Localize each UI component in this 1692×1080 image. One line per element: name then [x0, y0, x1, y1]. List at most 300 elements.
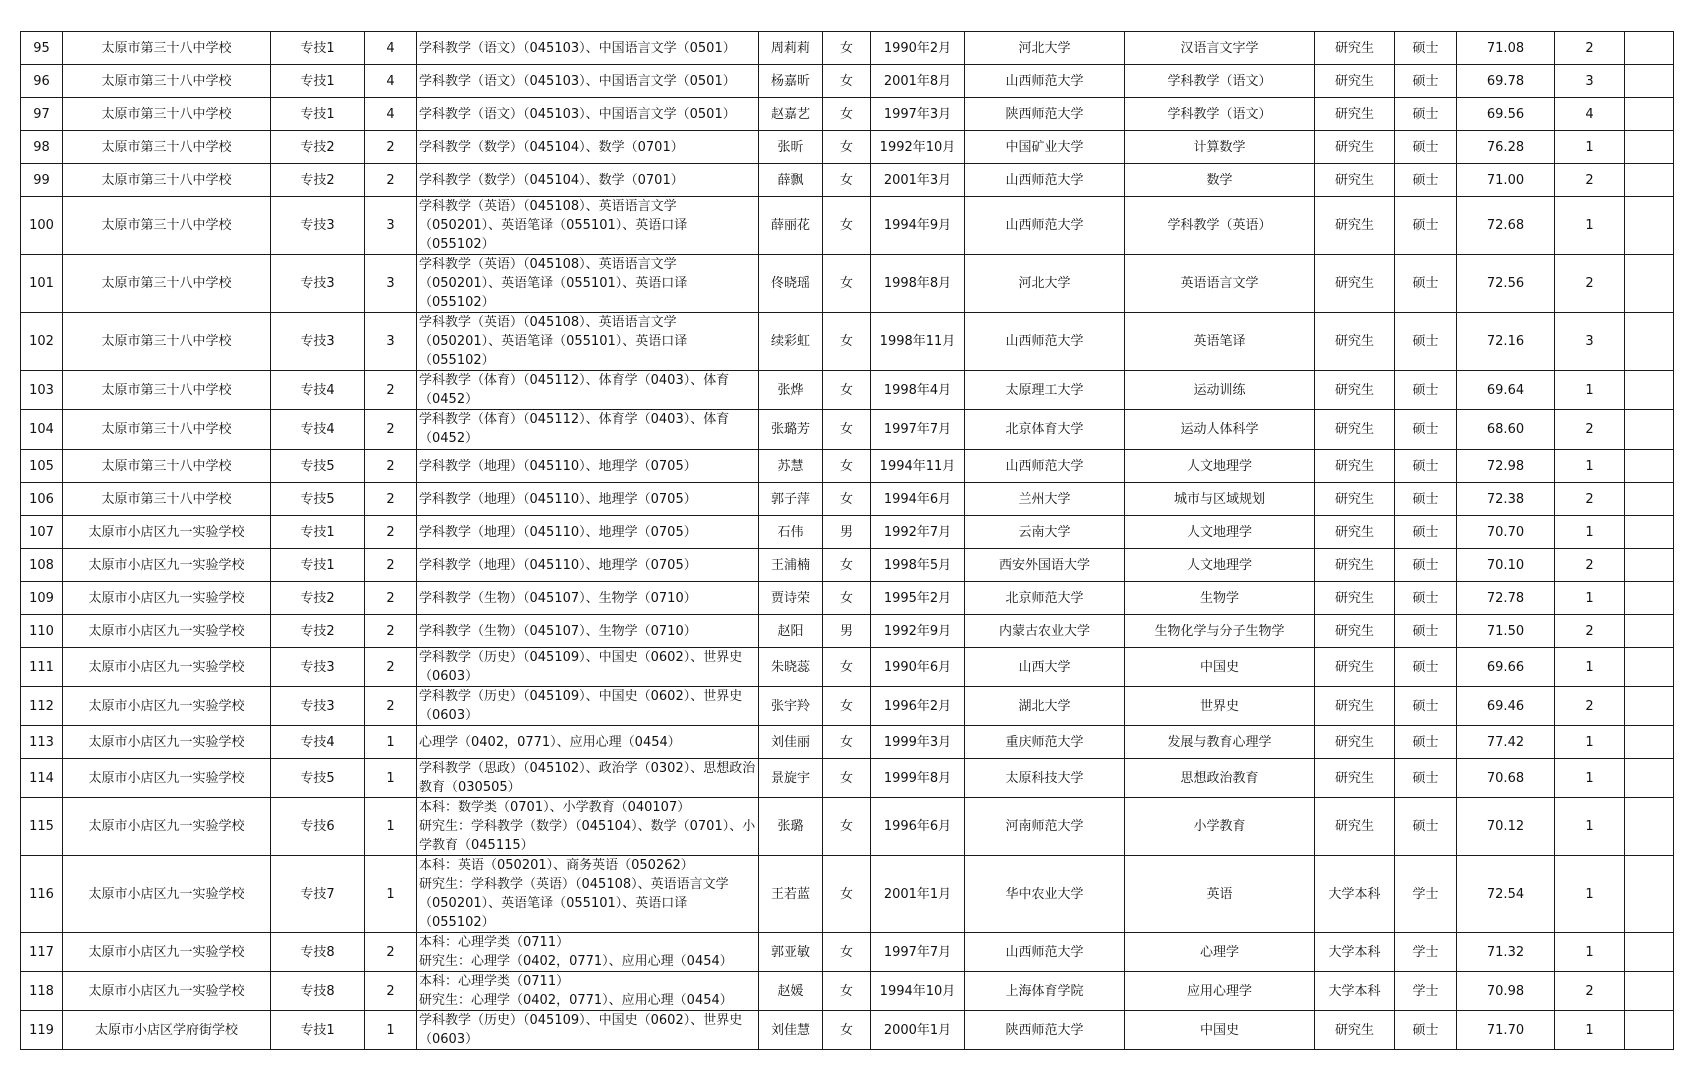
school-cell: 太原市第三十八中学校: [63, 483, 271, 516]
major-cell: 汉语言文字学: [1125, 32, 1315, 65]
degree-cell: 硕士: [1395, 483, 1457, 516]
table-row: [21, 197, 1674, 255]
education-cell: 研究生: [1315, 759, 1395, 798]
table-row: [21, 1011, 1674, 1050]
remark-cell: [1625, 371, 1674, 410]
school-cell: 太原市第三十八中学校: [63, 98, 271, 131]
degree-cell: 硕士: [1395, 615, 1457, 648]
university-cell: 北京体育大学: [965, 410, 1125, 450]
education-cell: 研究生: [1315, 450, 1395, 483]
remark-cell: [1625, 516, 1674, 549]
rank-cell: 2: [1555, 32, 1625, 65]
birth-cell: 2000年1月: [871, 1011, 965, 1050]
index-cell: 107: [21, 516, 63, 549]
major-requirement-cell: 学科教学（数学）（045104）、数学（0701）: [417, 164, 759, 197]
degree-cell: 硕士: [1395, 516, 1457, 549]
table-row: [21, 32, 1674, 65]
quota-cell: 2: [365, 549, 417, 582]
birth-cell: 1990年6月: [871, 648, 965, 687]
university-cell: 北京师范大学: [965, 582, 1125, 615]
university-cell: 山西师范大学: [965, 933, 1125, 972]
university-cell: 中国矿业大学: [965, 131, 1125, 164]
name-cell: 赵嘉艺: [759, 98, 823, 131]
rank-cell: 2: [1555, 972, 1625, 1011]
remark-cell: [1625, 856, 1674, 933]
rank-cell: 1: [1555, 933, 1625, 972]
name-cell: 张烨: [759, 371, 823, 410]
index-cell: 105: [21, 450, 63, 483]
school-cell: 太原市小店区九一实验学校: [63, 516, 271, 549]
major-requirement-cell: 学科教学（地理）（045110）、地理学（0705）: [417, 483, 759, 516]
major-requirement-cell: 学科教学（英语）（045108）、英语语言文学（050201）、英语笔译（055101）、英语口译（055102）: [417, 197, 759, 255]
index-cell: 109: [21, 582, 63, 615]
rank-cell: 1: [1555, 450, 1625, 483]
education-cell: 大学本科: [1315, 933, 1395, 972]
education-cell: 大学本科: [1315, 972, 1395, 1011]
score-cell: 71.32: [1457, 933, 1555, 972]
gender-cell: 女: [823, 1011, 871, 1050]
remark-cell: [1625, 313, 1674, 371]
major-requirement-cell: 学科教学（英语）（045108）、英语语言文学（050201）、英语笔译（055101）、英语口译（055102）: [417, 313, 759, 371]
birth-cell: 1999年3月: [871, 726, 965, 759]
quota-cell: 4: [365, 32, 417, 65]
name-cell: 郭子萍: [759, 483, 823, 516]
quota-cell: 4: [365, 98, 417, 131]
index-cell: 104: [21, 410, 63, 450]
remark-cell: [1625, 972, 1674, 1011]
major-cell: 生物学: [1125, 582, 1315, 615]
degree-cell: 学士: [1395, 972, 1457, 1011]
school-cell: 太原市第三十八中学校: [63, 410, 271, 450]
degree-cell: 硕士: [1395, 313, 1457, 371]
index-cell: 108: [21, 549, 63, 582]
gender-cell: 女: [823, 549, 871, 582]
post-cell: 专技4: [271, 371, 365, 410]
post-cell: 专技2: [271, 131, 365, 164]
score-cell: 70.10: [1457, 549, 1555, 582]
school-cell: 太原市小店区九一实验学校: [63, 798, 271, 856]
university-cell: 山西师范大学: [965, 197, 1125, 255]
birth-cell: 1994年9月: [871, 197, 965, 255]
education-cell: 研究生: [1315, 1011, 1395, 1050]
school-cell: 太原市第三十八中学校: [63, 450, 271, 483]
birth-cell: 1990年2月: [871, 32, 965, 65]
rank-cell: 2: [1555, 164, 1625, 197]
gender-cell: 男: [823, 516, 871, 549]
index-cell: 114: [21, 759, 63, 798]
major-requirement-cell: 学科教学（体育）（045112）、体育学（0403）、体育（0452）: [417, 371, 759, 410]
major-cell: 中国史: [1125, 648, 1315, 687]
education-cell: 研究生: [1315, 483, 1395, 516]
birth-cell: 1992年10月: [871, 131, 965, 164]
gender-cell: 女: [823, 98, 871, 131]
post-cell: 专技3: [271, 648, 365, 687]
name-cell: 王若蓝: [759, 856, 823, 933]
major-cell: 运动训练: [1125, 371, 1315, 410]
major-requirement-cell: 学科教学（数学）（045104）、数学（0701）: [417, 131, 759, 164]
birth-cell: 1998年8月: [871, 255, 965, 313]
university-cell: 太原科技大学: [965, 759, 1125, 798]
remark-cell: [1625, 933, 1674, 972]
school-cell: 太原市小店区九一实验学校: [63, 933, 271, 972]
gender-cell: 女: [823, 483, 871, 516]
remark-cell: [1625, 798, 1674, 856]
name-cell: 赵阳: [759, 615, 823, 648]
school-cell: 太原市小店区九一实验学校: [63, 687, 271, 726]
name-cell: 贾诗荣: [759, 582, 823, 615]
name-cell: 苏慧: [759, 450, 823, 483]
table-row: [21, 933, 1674, 972]
major-requirement-cell: 学科教学（体育）（045112）、体育学（0403）、体育（0452）: [417, 410, 759, 450]
degree-cell: 硕士: [1395, 98, 1457, 131]
quota-cell: 2: [365, 582, 417, 615]
table-row: [21, 856, 1674, 933]
index-cell: 115: [21, 798, 63, 856]
gender-cell: 女: [823, 197, 871, 255]
university-cell: 河南师范大学: [965, 798, 1125, 856]
score-cell: 71.70: [1457, 1011, 1555, 1050]
index-cell: 110: [21, 615, 63, 648]
quota-cell: 2: [365, 164, 417, 197]
university-cell: 山西师范大学: [965, 164, 1125, 197]
name-cell: 张昕: [759, 131, 823, 164]
university-cell: 内蒙古农业大学: [965, 615, 1125, 648]
major-requirement-cell: 学科教学（地理）（045110）、地理学（0705）: [417, 549, 759, 582]
rank-cell: 1: [1555, 648, 1625, 687]
rank-cell: 2: [1555, 687, 1625, 726]
score-cell: 77.42: [1457, 726, 1555, 759]
rank-cell: 2: [1555, 615, 1625, 648]
post-cell: 专技1: [271, 549, 365, 582]
table-row: [21, 450, 1674, 483]
score-cell: 69.46: [1457, 687, 1555, 726]
birth-cell: 2001年1月: [871, 856, 965, 933]
degree-cell: 硕士: [1395, 131, 1457, 164]
major-cell: 数学: [1125, 164, 1315, 197]
degree-cell: 硕士: [1395, 648, 1457, 687]
school-cell: 太原市小店区九一实验学校: [63, 856, 271, 933]
degree-cell: 硕士: [1395, 410, 1457, 450]
quota-cell: 2: [365, 410, 417, 450]
name-cell: 薛飘: [759, 164, 823, 197]
table-row: [21, 65, 1674, 98]
degree-cell: 硕士: [1395, 687, 1457, 726]
university-cell: 山西大学: [965, 648, 1125, 687]
table-row: [21, 164, 1674, 197]
quota-cell: 1: [365, 759, 417, 798]
gender-cell: 女: [823, 726, 871, 759]
table-row: [21, 726, 1674, 759]
birth-cell: 2001年3月: [871, 164, 965, 197]
university-cell: 山西师范大学: [965, 313, 1125, 371]
index-cell: 98: [21, 131, 63, 164]
score-cell: 69.56: [1457, 98, 1555, 131]
quota-cell: 3: [365, 313, 417, 371]
rank-cell: 1: [1555, 371, 1625, 410]
remark-cell: [1625, 687, 1674, 726]
quota-cell: 2: [365, 483, 417, 516]
name-cell: 朱晓蕊: [759, 648, 823, 687]
name-cell: 杨嘉昕: [759, 65, 823, 98]
birth-cell: 1998年5月: [871, 549, 965, 582]
major-requirement-cell: 本科：英语（050201）、商务英语（050262） 研究生：学科教学（英语）（045108）、英语语言文学（050201）、英语笔译（055101）、英语口译（055102）: [417, 856, 759, 933]
post-cell: 专技2: [271, 582, 365, 615]
birth-cell: 1997年7月: [871, 410, 965, 450]
education-cell: 研究生: [1315, 410, 1395, 450]
post-cell: 专技8: [271, 972, 365, 1011]
results-table: [20, 31, 1674, 1050]
major-requirement-cell: 学科教学（历史）（045109）、中国史（0602）、世界史（0603）: [417, 648, 759, 687]
post-cell: 专技3: [271, 197, 365, 255]
rank-cell: 1: [1555, 516, 1625, 549]
major-cell: 人文地理学: [1125, 549, 1315, 582]
major-cell: 生物化学与分子生物学: [1125, 615, 1315, 648]
major-cell: 发展与教育心理学: [1125, 726, 1315, 759]
major-cell: 英语语言文学: [1125, 255, 1315, 313]
table-row: [21, 648, 1674, 687]
degree-cell: 硕士: [1395, 450, 1457, 483]
rank-cell: 4: [1555, 98, 1625, 131]
name-cell: 刘佳慧: [759, 1011, 823, 1050]
education-cell: 研究生: [1315, 313, 1395, 371]
rank-cell: 1: [1555, 798, 1625, 856]
education-cell: 研究生: [1315, 798, 1395, 856]
rank-cell: 3: [1555, 65, 1625, 98]
index-cell: 119: [21, 1011, 63, 1050]
university-cell: 山西师范大学: [965, 65, 1125, 98]
table-body: [21, 32, 1674, 1050]
major-cell: 应用心理学: [1125, 972, 1315, 1011]
rank-cell: 1: [1555, 759, 1625, 798]
quota-cell: 3: [365, 255, 417, 313]
birth-cell: 1996年6月: [871, 798, 965, 856]
gender-cell: 女: [823, 164, 871, 197]
index-cell: 102: [21, 313, 63, 371]
school-cell: 太原市小店区学府街学校: [63, 1011, 271, 1050]
index-cell: 112: [21, 687, 63, 726]
name-cell: 赵媛: [759, 972, 823, 1011]
index-cell: 118: [21, 972, 63, 1011]
birth-cell: 1999年8月: [871, 759, 965, 798]
major-cell: 小学教育: [1125, 798, 1315, 856]
gender-cell: 女: [823, 933, 871, 972]
score-cell: 69.66: [1457, 648, 1555, 687]
table-row: [21, 549, 1674, 582]
remark-cell: [1625, 450, 1674, 483]
score-cell: 72.16: [1457, 313, 1555, 371]
quota-cell: 1: [365, 798, 417, 856]
major-requirement-cell: 学科教学（语文）（045103）、中国语言文学（0501）: [417, 32, 759, 65]
quota-cell: 2: [365, 687, 417, 726]
school-cell: 太原市第三十八中学校: [63, 255, 271, 313]
birth-cell: 2001年8月: [871, 65, 965, 98]
score-cell: 69.78: [1457, 65, 1555, 98]
major-cell: 计算数学: [1125, 131, 1315, 164]
major-cell: 学科教学（语文）: [1125, 98, 1315, 131]
name-cell: 景旋宇: [759, 759, 823, 798]
university-cell: 河北大学: [965, 32, 1125, 65]
remark-cell: [1625, 615, 1674, 648]
index-cell: 106: [21, 483, 63, 516]
school-cell: 太原市小店区九一实验学校: [63, 549, 271, 582]
birth-cell: 1997年3月: [871, 98, 965, 131]
university-cell: 重庆师范大学: [965, 726, 1125, 759]
remark-cell: [1625, 1011, 1674, 1050]
post-cell: 专技2: [271, 164, 365, 197]
degree-cell: 硕士: [1395, 32, 1457, 65]
post-cell: 专技4: [271, 726, 365, 759]
score-cell: 72.98: [1457, 450, 1555, 483]
quota-cell: 1: [365, 1011, 417, 1050]
table-row: [21, 582, 1674, 615]
education-cell: 研究生: [1315, 98, 1395, 131]
gender-cell: 女: [823, 687, 871, 726]
name-cell: 周莉莉: [759, 32, 823, 65]
score-cell: 71.00: [1457, 164, 1555, 197]
table-row: [21, 483, 1674, 516]
major-requirement-cell: 学科教学（英语）（045108）、英语语言文学（050201）、英语笔译（055101）、英语口译（055102）: [417, 255, 759, 313]
name-cell: 张宇羚: [759, 687, 823, 726]
table-row: [21, 371, 1674, 410]
birth-cell: 1996年2月: [871, 687, 965, 726]
rank-cell: 1: [1555, 131, 1625, 164]
index-cell: 113: [21, 726, 63, 759]
rank-cell: 2: [1555, 483, 1625, 516]
gender-cell: 女: [823, 371, 871, 410]
quota-cell: 1: [365, 856, 417, 933]
quota-cell: 2: [365, 972, 417, 1011]
major-requirement-cell: 本科：心理学类（0711） 研究生：心理学（0402，0771）、应用心理（0454）: [417, 972, 759, 1011]
school-cell: 太原市第三十八中学校: [63, 131, 271, 164]
education-cell: 研究生: [1315, 726, 1395, 759]
index-cell: 111: [21, 648, 63, 687]
school-cell: 太原市小店区九一实验学校: [63, 615, 271, 648]
post-cell: 专技6: [271, 798, 365, 856]
major-cell: 学科教学（英语）: [1125, 197, 1315, 255]
rank-cell: 1: [1555, 197, 1625, 255]
score-cell: 71.08: [1457, 32, 1555, 65]
name-cell: 刘佳丽: [759, 726, 823, 759]
gender-cell: 女: [823, 32, 871, 65]
degree-cell: 硕士: [1395, 798, 1457, 856]
education-cell: 研究生: [1315, 687, 1395, 726]
name-cell: 薛丽花: [759, 197, 823, 255]
education-cell: 研究生: [1315, 197, 1395, 255]
table-row: [21, 759, 1674, 798]
major-cell: 世界史: [1125, 687, 1315, 726]
index-cell: 116: [21, 856, 63, 933]
degree-cell: 硕士: [1395, 582, 1457, 615]
major-cell: 城市与区域规划: [1125, 483, 1315, 516]
gender-cell: 女: [823, 582, 871, 615]
gender-cell: 女: [823, 972, 871, 1011]
table-row: [21, 313, 1674, 371]
post-cell: 专技1: [271, 65, 365, 98]
post-cell: 专技3: [271, 687, 365, 726]
quota-cell: 3: [365, 197, 417, 255]
name-cell: 王浦楠: [759, 549, 823, 582]
name-cell: 张璐芳: [759, 410, 823, 450]
table-row: [21, 131, 1674, 164]
remark-cell: [1625, 164, 1674, 197]
degree-cell: 硕士: [1395, 759, 1457, 798]
degree-cell: 硕士: [1395, 549, 1457, 582]
education-cell: 研究生: [1315, 648, 1395, 687]
university-cell: 陕西师范大学: [965, 98, 1125, 131]
major-cell: 人文地理学: [1125, 450, 1315, 483]
remark-cell: [1625, 65, 1674, 98]
rank-cell: 2: [1555, 410, 1625, 450]
remark-cell: [1625, 197, 1674, 255]
index-cell: 96: [21, 65, 63, 98]
score-cell: 72.54: [1457, 856, 1555, 933]
post-cell: 专技1: [271, 98, 365, 131]
score-cell: 70.68: [1457, 759, 1555, 798]
major-cell: 英语笔译: [1125, 313, 1315, 371]
birth-cell: 1995年2月: [871, 582, 965, 615]
university-cell: 上海体育学院: [965, 972, 1125, 1011]
major-requirement-cell: 本科：数学类（0701）、小学教育（040107） 研究生：学科教学（数学）（045104）、数学（0701）、小学教育（045115）: [417, 798, 759, 856]
score-cell: 71.50: [1457, 615, 1555, 648]
index-cell: 117: [21, 933, 63, 972]
table-row: [21, 615, 1674, 648]
remark-cell: [1625, 98, 1674, 131]
major-cell: 学科教学（语文）: [1125, 65, 1315, 98]
quota-cell: 2: [365, 615, 417, 648]
rank-cell: 1: [1555, 726, 1625, 759]
birth-cell: 1992年9月: [871, 615, 965, 648]
education-cell: 研究生: [1315, 549, 1395, 582]
rank-cell: 2: [1555, 255, 1625, 313]
score-cell: 72.38: [1457, 483, 1555, 516]
remark-cell: [1625, 255, 1674, 313]
gender-cell: 女: [823, 648, 871, 687]
major-requirement-cell: 学科教学（语文）（045103）、中国语言文学（0501）: [417, 65, 759, 98]
school-cell: 太原市小店区九一实验学校: [63, 582, 271, 615]
index-cell: 97: [21, 98, 63, 131]
gender-cell: 女: [823, 410, 871, 450]
birth-cell: 1998年11月: [871, 313, 965, 371]
rank-cell: 2: [1555, 549, 1625, 582]
post-cell: 专技4: [271, 410, 365, 450]
remark-cell: [1625, 483, 1674, 516]
university-cell: 陕西师范大学: [965, 1011, 1125, 1050]
birth-cell: 1998年4月: [871, 371, 965, 410]
score-cell: 70.98: [1457, 972, 1555, 1011]
name-cell: 石伟: [759, 516, 823, 549]
school-cell: 太原市第三十八中学校: [63, 65, 271, 98]
major-requirement-cell: 学科教学（生物）（045107）、生物学（0710）: [417, 582, 759, 615]
major-cell: 英语: [1125, 856, 1315, 933]
major-requirement-cell: 学科教学（生物）（045107）、生物学（0710）: [417, 615, 759, 648]
remark-cell: [1625, 648, 1674, 687]
rank-cell: 1: [1555, 582, 1625, 615]
gender-cell: 女: [823, 856, 871, 933]
school-cell: 太原市小店区九一实验学校: [63, 759, 271, 798]
remark-cell: [1625, 32, 1674, 65]
table-row: [21, 798, 1674, 856]
quota-cell: 2: [365, 131, 417, 164]
score-cell: 72.78: [1457, 582, 1555, 615]
university-cell: 河北大学: [965, 255, 1125, 313]
score-cell: 70.70: [1457, 516, 1555, 549]
birth-cell: 1994年10月: [871, 972, 965, 1011]
degree-cell: 硕士: [1395, 164, 1457, 197]
major-requirement-cell: 学科教学（地理）（045110）、地理学（0705）: [417, 450, 759, 483]
university-cell: 云南大学: [965, 516, 1125, 549]
table-row: [21, 972, 1674, 1011]
quota-cell: 1: [365, 726, 417, 759]
